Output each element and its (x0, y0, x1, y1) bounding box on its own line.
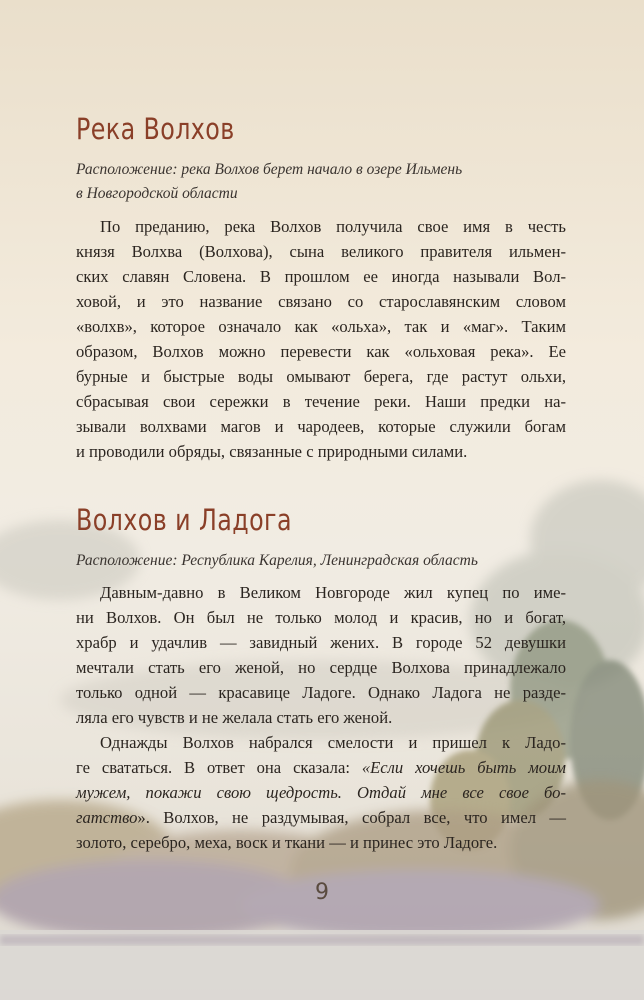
text-line: ни Волхов. Он был не только молод и красив, но и богат, (76, 608, 566, 627)
text-line: ляла его чувств и не желала стать его женой. (76, 708, 393, 727)
paragraph-volkhov-river (76, 214, 566, 464)
text-line: и проводили обряды, связанные с природными силами. (76, 442, 468, 461)
page-number: 9 (315, 880, 329, 905)
text-line (76, 780, 566, 805)
location-line: в Новгородской области (76, 185, 238, 202)
text-line: князя Волхва (Волхова), сына великого правителя ильмен- (76, 242, 566, 261)
text-line: храбр и удачлив — завидный жених. В городе 52 девушки (76, 633, 566, 652)
text-line: мечтали стать его женой, но сердце Волхова принадлежало (76, 658, 566, 677)
paragraph-merchant-volkhov (76, 580, 566, 730)
text-line: Давным-давно в Великом Новгороде жил купец по име- (100, 583, 566, 602)
text-line: ховой, и это название связано со старославянским словом (76, 292, 566, 311)
location-line: Расположение: река Волхов берет начало в озере Ильмень (76, 161, 463, 178)
section-heading-volkhov-and-ladoga: Волхов и Ладога (76, 503, 292, 537)
text-line: только одной — красавице Ладоге. Однако Ладога не разде- (76, 683, 566, 702)
paragraph-courtship (76, 730, 566, 855)
quote-fragment: «Если хочешь быть моим (361, 758, 566, 777)
text-line: образом, Волхов можно перевести как «ольховая река». Ее (76, 342, 566, 361)
location-line: Расположение: Республика Карелия, Ленинградская область (76, 552, 478, 569)
text-fragment: ге свататься. В ответ она сказала: (76, 758, 362, 777)
text-line (76, 755, 566, 780)
text-line: бурные и быстрые воды омывают берега, где растут ольхи, (76, 367, 566, 386)
text-line: ских славян Словена. В прошлом ее иногда называли Вол- (76, 267, 566, 286)
text-line: По преданию, река Волхов получила свое имя в честь (100, 217, 566, 236)
text-line: «волхв», которое означало как «ольха», так и «маг». Таким (76, 317, 566, 336)
text-line: золото, серебро, меха, воск и ткани — и принес это Ладоге. (76, 833, 498, 852)
text-line (76, 805, 566, 830)
location-note-volkhov-and-ladoga (76, 549, 576, 573)
quote-fragment: гатство (76, 808, 138, 827)
text-line: сбрасывая свои сережки в течение реки. Наши предки на- (76, 392, 566, 411)
location-note-volkhov-river (76, 158, 576, 206)
text-fragment: ». Волхов, не раздумывая, собрал все, что имел — (137, 808, 566, 827)
quote-fragment: мужем, покажи свою щедрость. Отдай мне все свое бо- (76, 783, 566, 802)
text-line: зывали волхвами магов и чародеев, которые служили богам (76, 417, 566, 436)
section-heading-volkhov-river: Река Волхов (76, 112, 235, 146)
text-line: Однажды Волхов набрался смелости и пришел к Ладо- (100, 733, 566, 752)
